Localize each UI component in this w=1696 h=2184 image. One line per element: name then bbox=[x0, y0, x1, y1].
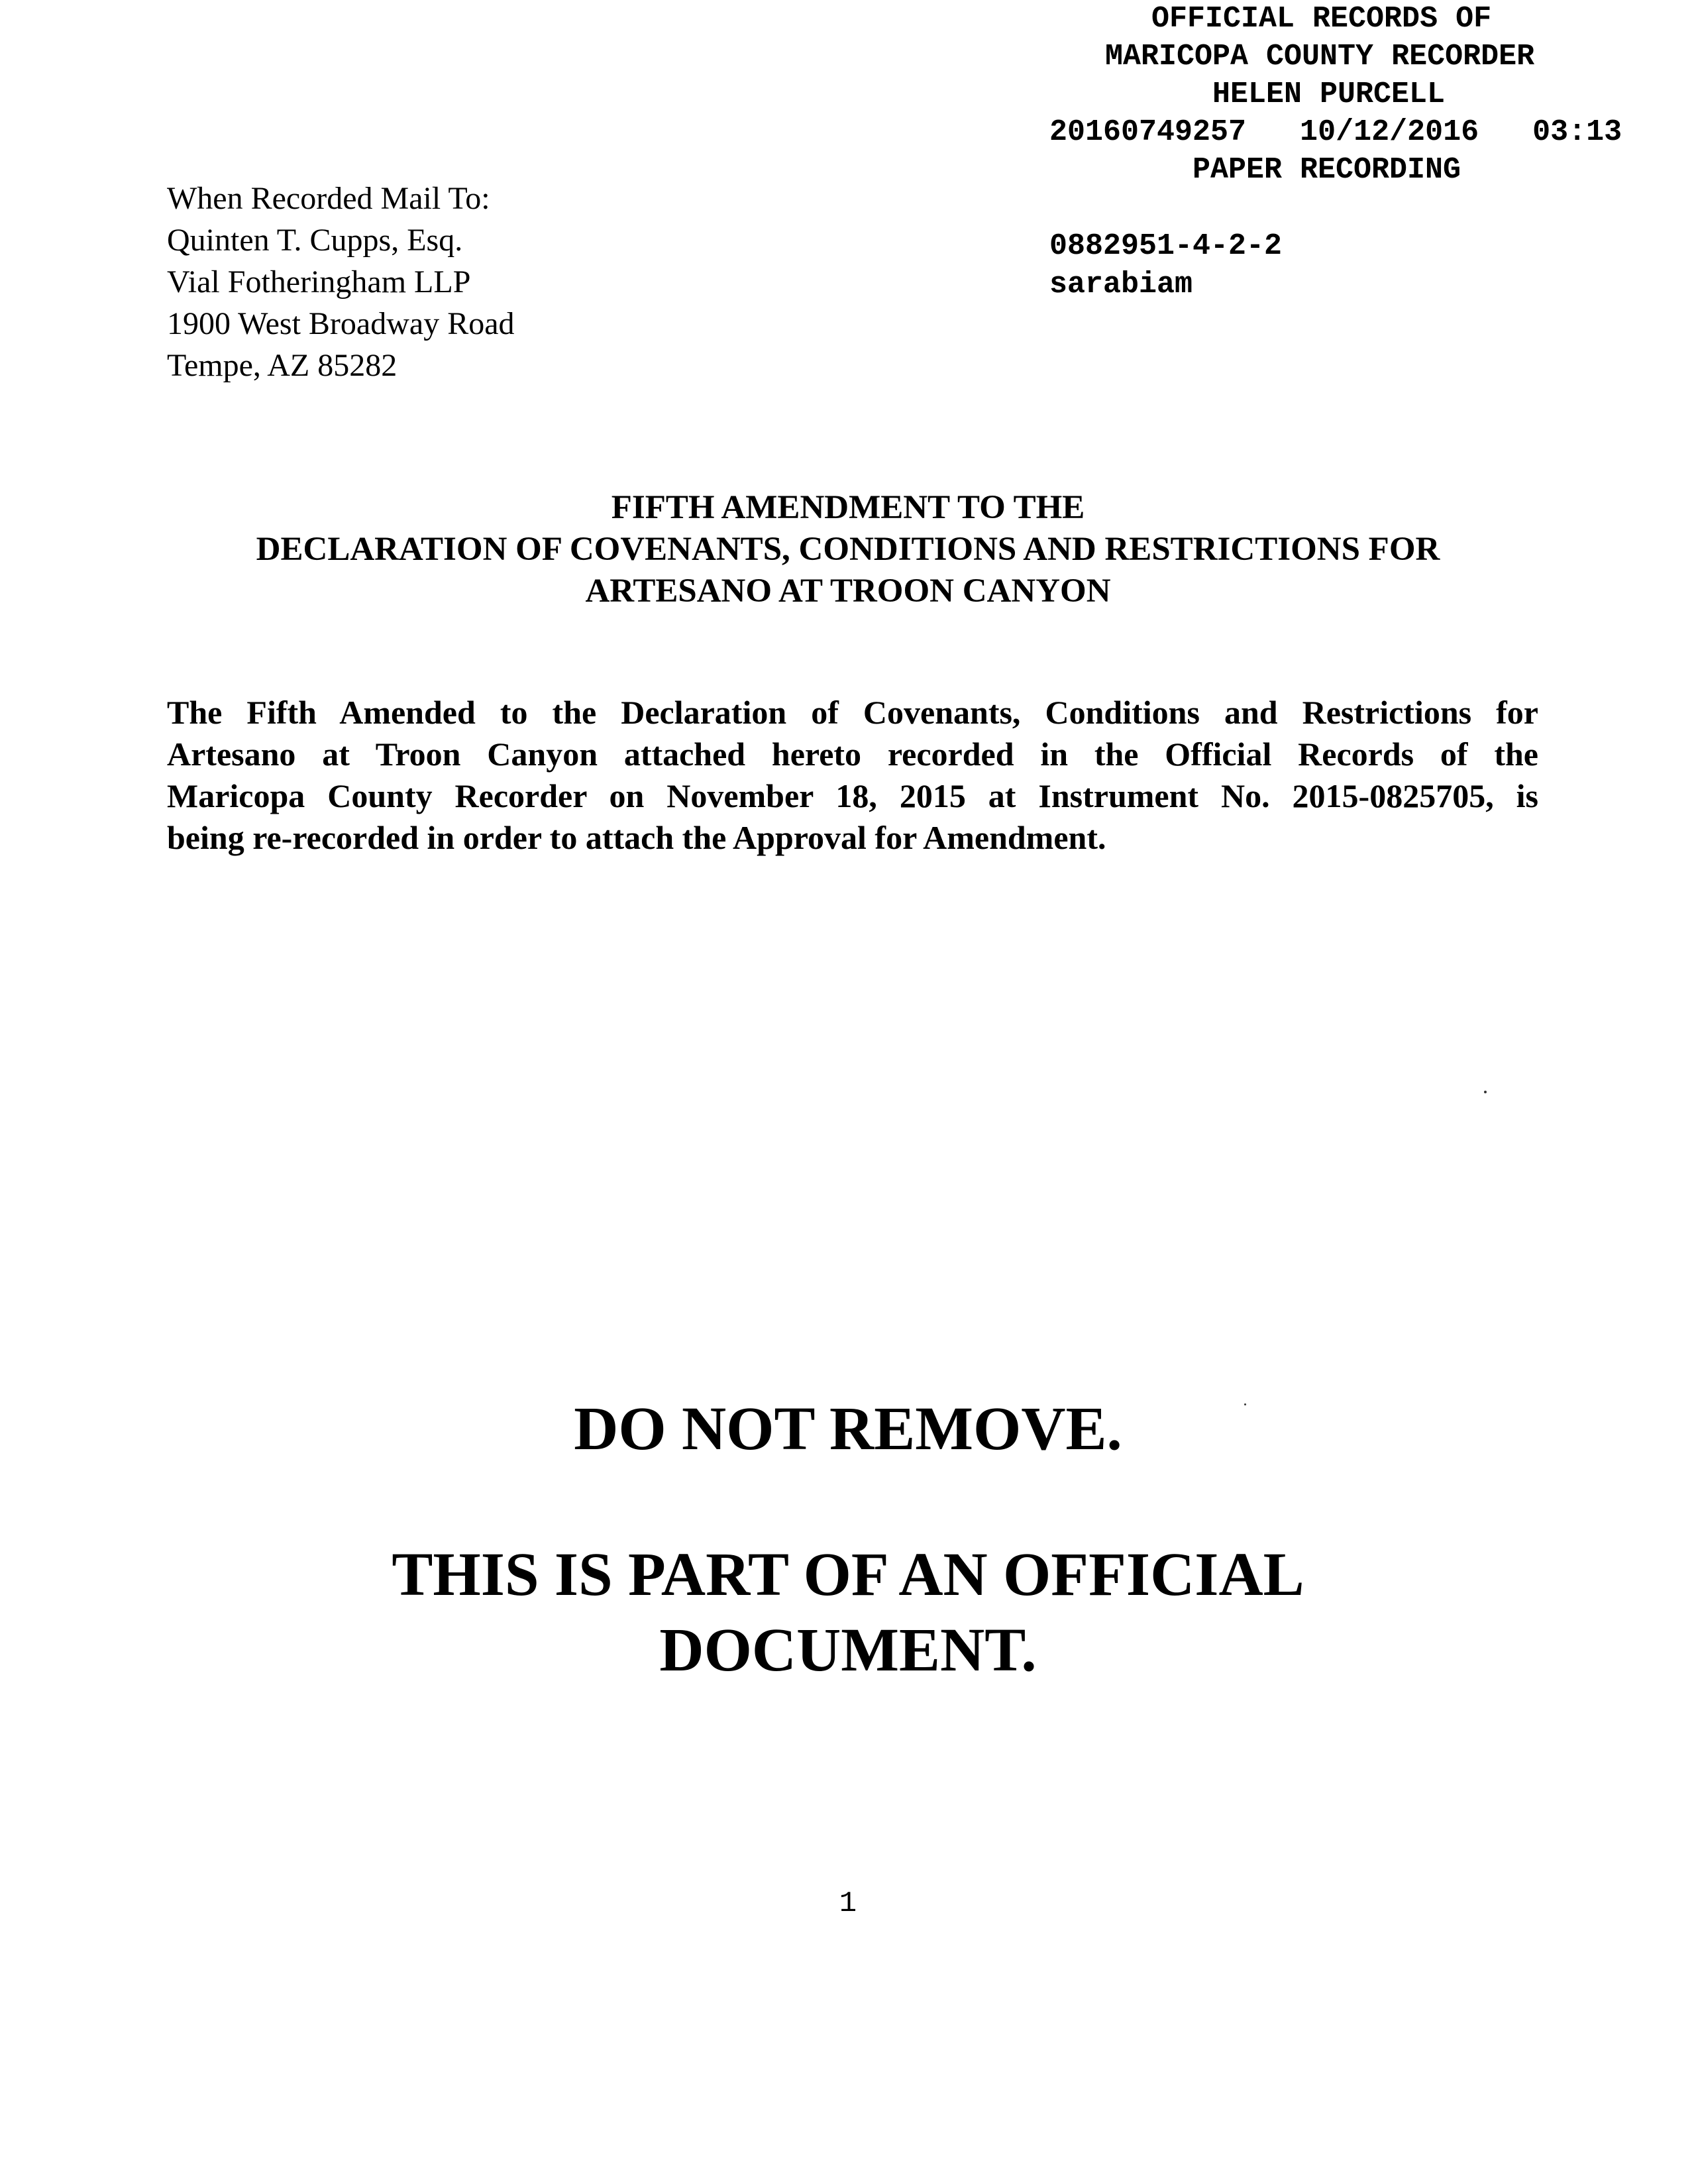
stamp-county-recorder: MARICOPA COUNTY RECORDER bbox=[1105, 40, 1535, 74]
official-document-notice bbox=[0, 1537, 1696, 1688]
mail-to-heading: When Recorded Mail To: bbox=[167, 181, 490, 216]
stamp-record-number-date-time: 20160749257 10/12/2016 03:13 bbox=[1049, 115, 1622, 149]
body-paragraph bbox=[167, 692, 1538, 859]
stamp-official-records: OFFICIAL RECORDS OF bbox=[1151, 2, 1492, 36]
document-title bbox=[0, 487, 1696, 612]
body-line-1: The Fifth Amended to the Declaration of Covenants, Conditions and Restrictions for bbox=[167, 694, 1538, 731]
body-line-2: Artesano at Troon Canyon attached hereto recorded in the Official Records of the bbox=[167, 736, 1538, 773]
stamp-recording-type: PAPER RECORDING bbox=[1192, 153, 1461, 187]
do-not-remove-notice bbox=[0, 1392, 1696, 1467]
notice-line-2: THIS IS PART OF AN OFFICIAL bbox=[392, 1541, 1304, 1609]
mail-to-firm: Vial Fotheringham LLP bbox=[167, 264, 471, 300]
title-line-1: FIFTH AMENDMENT TO THE bbox=[611, 489, 1085, 526]
mail-to-name: Quinten T. Cupps, Esq. bbox=[167, 223, 463, 258]
title-line-2: DECLARATION OF COVENANTS, CONDITIONS AND RESTRICTIONS FOR bbox=[256, 531, 1440, 568]
notice-line-3: DOCUMENT. bbox=[659, 1616, 1037, 1684]
stamp-reference-code: 0882951-4-2-2 bbox=[1049, 229, 1283, 263]
notice-line-1: DO NOT REMOVE. bbox=[574, 1395, 1122, 1463]
mail-to-city: Tempe, AZ 85282 bbox=[167, 348, 398, 383]
body-line-4: being re-recorded in order to attach the Approval for Amendment. bbox=[167, 819, 1106, 856]
mail-to-street: 1900 West Broadway Road bbox=[167, 306, 515, 341]
stamp-recorder-name: HELEN PURCELL bbox=[1212, 78, 1446, 111]
title-line-3: ARTESANO AT TROON CANYON bbox=[585, 573, 1111, 610]
body-line-3: Maricopa County Recorder on November 18, 2015 at Instrument No. 2015-0825705, is bbox=[167, 777, 1538, 814]
scan-speck bbox=[1484, 1091, 1487, 1093]
stamp-clerk: sarabiam bbox=[1049, 268, 1193, 301]
mail-to-address-block bbox=[167, 178, 515, 386]
page-number: 1 bbox=[839, 1887, 857, 1920]
